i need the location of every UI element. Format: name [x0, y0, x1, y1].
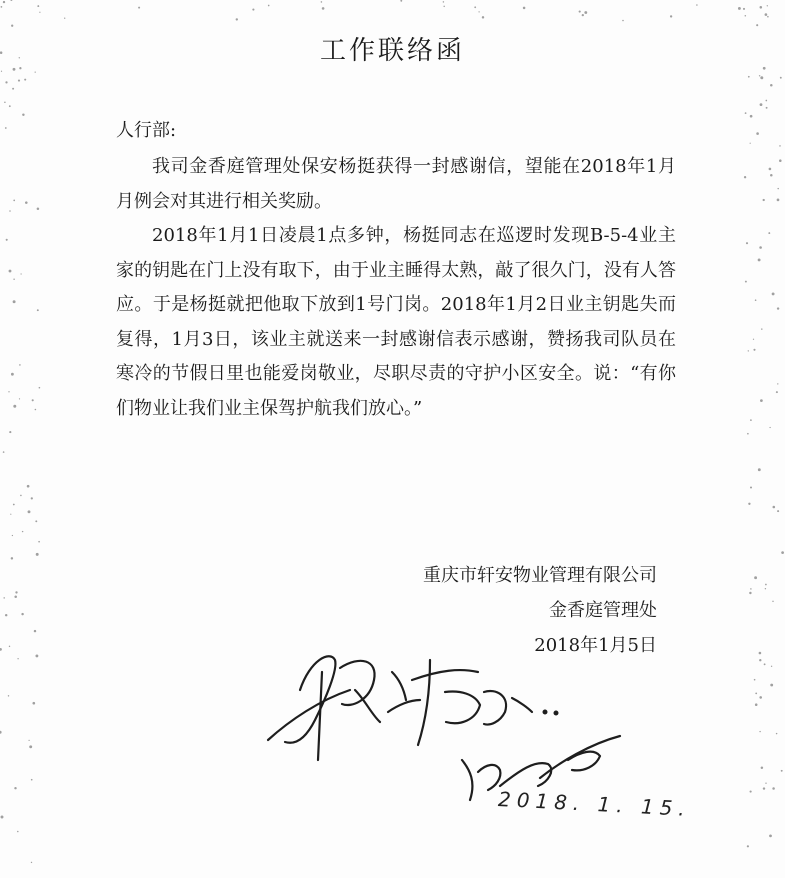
noise-dot: [755, 299, 757, 301]
noise-dot: [765, 13, 768, 16]
noise-dot: [779, 159, 782, 162]
noise-dot: [779, 145, 781, 147]
noise-dot: [6, 239, 8, 241]
noise-dot: [777, 383, 778, 384]
noise-dot: [5, 81, 7, 83]
noise-dot: [753, 349, 755, 351]
noise-dot: [18, 80, 20, 82]
handwritten-date: 2018. 1. 15.: [497, 786, 692, 822]
noise-dot: [766, 107, 768, 109]
noise-dot: [11, 25, 13, 27]
noise-dot: [5, 614, 7, 616]
noise-dot: [22, 531, 23, 532]
noise-dot: [268, 5, 270, 7]
noise-dot: [4, 102, 6, 104]
noise-dot: [749, 592, 751, 594]
noise-dot: [28, 510, 31, 513]
noise-dot: [745, 112, 747, 114]
noise-dot: [745, 15, 747, 17]
noise-dot: [781, 770, 783, 772]
noise-dot: [21, 613, 23, 615]
noise-dot: [769, 168, 772, 171]
noise-dot: [37, 309, 39, 311]
noise-dot: [24, 79, 26, 81]
noise-dot: [29, 745, 32, 748]
noise-dot: [19, 67, 21, 69]
noise-dot: [750, 791, 752, 793]
noise-dot: [64, 18, 65, 19]
noise-dot: [20, 495, 22, 497]
noise-dot: [760, 399, 763, 402]
noise-dot: [31, 862, 32, 863]
noise-dot: [32, 702, 35, 705]
noise-dot: [39, 12, 40, 13]
noise-dot: [35, 520, 37, 522]
company-name: 重庆市轩安物业管理有限公司: [423, 565, 657, 586]
noise-dot: [8, 391, 9, 392]
noise-dot: [17, 831, 19, 833]
noise-dot: [777, 307, 779, 309]
noise-dot: [15, 591, 17, 593]
salutation: 人行部:: [116, 120, 177, 141]
noise-dot: [746, 242, 748, 244]
noise-dot: [765, 584, 767, 586]
noise-dot: [3, 597, 5, 599]
noise-dot: [523, 7, 526, 10]
noise-dot: [750, 115, 753, 118]
noise-dot: [13, 405, 16, 408]
noise-dot: [750, 143, 751, 144]
noise-dot: [767, 5, 768, 6]
noise-dot: [754, 679, 756, 681]
noise-dot: [584, 11, 587, 14]
paragraph-2: 2018年1月1日凌晨1点多钟，杨挺同志在巡逻时发现B-5-4业主家的钥匙在门上没有取下，由于业主睡得太熟，敲了很久门，没有人答应。于是杨挺就把他取下放到1号门岗。2018年1月2日业主钥匙失而复得，1月3日，该业主就送来一封感谢信表示感谢，赞扬我司队员在寒冷的节假日里也能爱岗敬业，尽职尽责的守护小区安全。说：“有你们物业让我们业主保驾护航我们放心。”: [116, 225, 676, 419]
noise-dot: [9, 210, 11, 212]
paragraph-1: 我司金香庭管理处保安杨挺获得一封感谢信，望能在2018年1月月例会对其进行相关奖励。: [116, 156, 676, 212]
noise-dot: [9, 105, 11, 107]
noise-dot: [35, 409, 37, 411]
noise-dot: [28, 740, 29, 741]
noise-dot: [747, 845, 749, 847]
noise-dot: [755, 703, 758, 706]
noise-dot: [777, 199, 780, 202]
noise-dot: [776, 733, 777, 734]
noise-dot: [750, 419, 752, 421]
noise-dot: [13, 278, 14, 279]
noise-dot: [10, 0, 12, 1]
office-name: 金香庭管理处: [549, 600, 657, 621]
noise-dot: [1, 71, 2, 72]
noise-dot: [478, 11, 479, 12]
noise-dot: [760, 6, 763, 9]
noise-dot: [743, 8, 745, 10]
noise-dot: [772, 292, 775, 295]
noise-dot: [765, 783, 766, 784]
noise-dot: [13, 300, 16, 303]
noise-dot: [9, 270, 12, 273]
noise-dot: [772, 601, 773, 602]
noise-dot: [579, 11, 581, 13]
noise-dot: [750, 486, 752, 488]
noise-dot: [764, 663, 766, 665]
noise-dot: [759, 731, 760, 732]
noise-dot: [760, 103, 763, 106]
noise-dot: [1, 6, 3, 8]
noise-dot: [770, 84, 773, 87]
signature-block: [423, 558, 657, 663]
noise-dot: [400, 0, 402, 2]
noise-dot: [443, 6, 444, 7]
noise-dot: [3, 1, 5, 3]
noise-dot: [763, 787, 765, 789]
noise-dot: [13, 200, 15, 202]
noise-dot: [38, 541, 40, 543]
noise-dot: [3, 451, 5, 453]
noise-dot: [35, 71, 36, 72]
noise-dot: [321, 1, 323, 3]
noise-dot: [12, 88, 14, 90]
noise-dot: [771, 666, 772, 667]
noise-dot: [31, 497, 33, 499]
noise-dot: [32, 399, 34, 401]
noise-dot: [36, 553, 39, 556]
noise-dot: [37, 208, 40, 211]
noise-dot: [22, 113, 24, 115]
noise-dot: [12, 535, 13, 536]
noise-dot: [761, 766, 764, 769]
noise-dot: [582, 14, 584, 16]
noise-dot: [759, 659, 761, 661]
noise-dot: [252, 9, 254, 11]
noise-dot: [759, 75, 760, 76]
letter-date: 2018年1月5日: [534, 635, 657, 656]
noise-dot: [770, 684, 773, 687]
noise-dot: [39, 387, 41, 389]
noise-dot: [756, 132, 759, 135]
noise-dot: [747, 433, 749, 435]
noise-dot: [0, 648, 2, 651]
noise-dot: [474, 6, 476, 8]
noise-dot: [776, 391, 778, 393]
noise-dot: [768, 232, 770, 234]
noise-dot: [13, 68, 16, 71]
noise-dot: [11, 373, 14, 376]
noise-dot: [0, 731, 2, 734]
noise-dot: [763, 199, 765, 201]
document-title: 工作联络函: [319, 36, 465, 66]
noise-dot: [670, 15, 672, 17]
noise-dot: [34, 630, 36, 632]
noise-dot: [753, 339, 754, 340]
noise-dot: [236, 18, 238, 20]
noise-dot: [759, 696, 762, 699]
noise-dot: [780, 77, 782, 79]
noise-dot: [31, 779, 33, 781]
noise-dot: [748, 503, 750, 505]
noise-dot: [758, 468, 761, 471]
noise-dot: [748, 350, 749, 351]
noise-dot: [738, 7, 741, 10]
letter-body: [116, 150, 676, 426]
noise-dot: [770, 174, 773, 177]
noise-dot: [8, 695, 9, 696]
noise-dot: [761, 328, 762, 329]
noise-dot: [25, 201, 28, 204]
noise-dot: [765, 588, 766, 589]
noise-dot: [27, 485, 30, 488]
noise-dot: [9, 646, 10, 647]
noise-dot: [10, 514, 11, 515]
noise-dot: [781, 551, 784, 554]
noise-dot: [777, 510, 779, 512]
noise-dot: [767, 16, 769, 18]
noise-dot: [765, 100, 767, 102]
noise-dot: [754, 576, 757, 579]
noise-dot: [14, 787, 16, 789]
noise-dot: [773, 506, 776, 509]
noise-dot: [20, 273, 21, 274]
noise-dot: [138, 7, 140, 9]
noise-dot: [769, 835, 772, 838]
noise-dot: [19, 364, 21, 366]
noise-dot: [322, 7, 325, 10]
noise-dot: [750, 588, 752, 590]
noise-dot: [772, 787, 775, 790]
noise-dot: [11, 557, 13, 559]
noise-dot: [759, 652, 762, 655]
noise-dot: [763, 67, 766, 70]
noise-dot: [758, 258, 761, 261]
noise-dot: [769, 427, 770, 428]
noise-dot: [17, 658, 18, 659]
noise-dot: [14, 595, 17, 598]
noise-dot: [37, 5, 39, 7]
noise-dot: [760, 76, 763, 79]
noise-dot: [748, 76, 750, 78]
noise-dot: [5, 127, 7, 129]
noise-dot: [482, 16, 484, 18]
noise-dot: [777, 188, 778, 189]
noise-dot: [696, 4, 698, 6]
noise-dot: [622, 20, 624, 22]
noise-dot: [35, 654, 38, 657]
noise-dot: [19, 398, 20, 399]
noise-dot: [744, 176, 746, 178]
noise-dot: [759, 246, 762, 249]
noise-dot: [9, 431, 11, 433]
noise-dot: [745, 281, 747, 283]
noise-dot: [13, 504, 15, 506]
noise-dot: [755, 692, 757, 694]
noise-dot: [1, 816, 4, 819]
noise-dot: [443, 1, 445, 3]
noise-dot: [756, 24, 758, 26]
